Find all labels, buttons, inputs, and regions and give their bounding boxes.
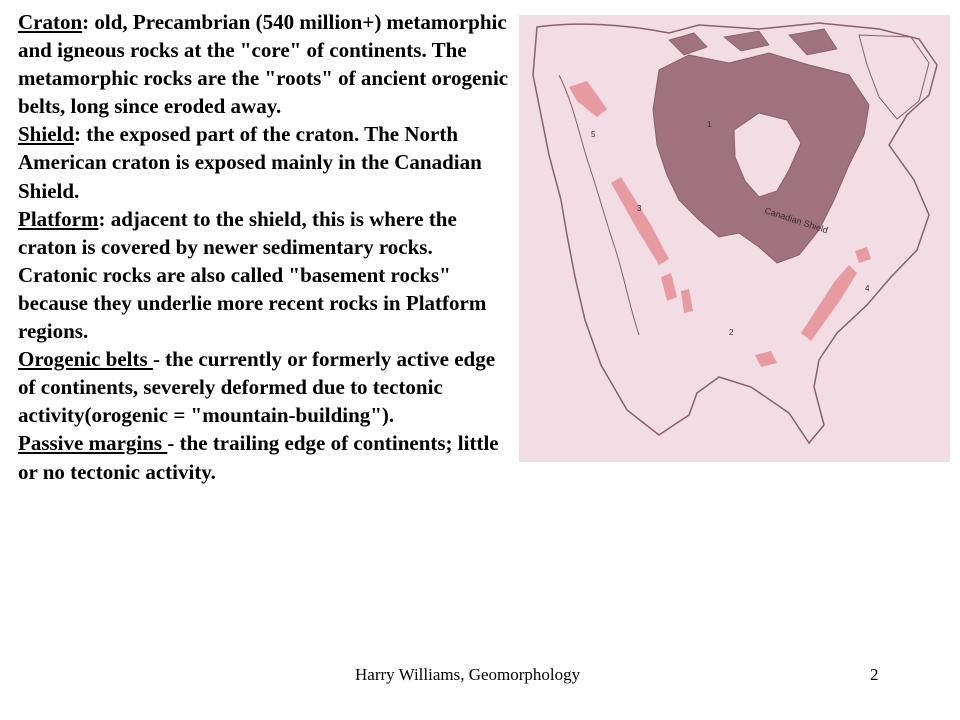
region-number-2: 2 [729,328,734,337]
definition-shield [18,120,510,204]
map-svg [519,15,950,462]
definition-passive-margins-text: - the trailing edge of continents; little or no tectonic activity. [18,431,499,484]
greenland-outline [859,35,929,119]
definitions-text [18,8,510,486]
arctic-island-c [789,29,837,55]
region-number-4: 4 [865,284,870,293]
term-platform: Platform [18,206,99,231]
region-number-3: 3 [637,204,642,213]
appalachian-belt [801,265,857,341]
arctic-island-a [669,33,707,55]
definition-platform [18,205,510,345]
ouachita-patch [755,351,777,367]
definition-craton-text: : old, Precambrian (540 million+) metamorphic and igneous rocks at the "core" of continents. The metamorphic rocks are the "roots" of ancient orogenic belts, long since eroded away. [18,10,509,119]
rocky-mountain-patch-a [661,273,677,301]
definition-craton [18,8,510,120]
region-number-5: 5 [591,130,596,139]
term-orogenic-belts: Orogenic belts [18,347,153,372]
page-number: 2 [870,665,879,684]
definition-passive-margins [18,429,510,485]
maritime-patch [855,247,871,263]
arctic-island-b [724,31,769,51]
region-number-1: 1 [707,120,712,129]
rocky-mountain-patch-b [681,289,693,313]
definition-orogenic-belts [18,345,510,429]
cordillera-belt-central [611,177,669,265]
cordillera-belt-north [569,81,607,117]
definition-shield-text: : the exposed part of the craton. The North American craton is exposed mainly in the Canadian Shield. [18,122,482,203]
term-craton: Craton [18,10,83,34]
term-passive-margins: Passive margins [18,431,168,456]
footer-credit: Harry Williams, Geomorphology [355,665,581,684]
north-america-map [519,15,950,462]
definition-orogenic-belts-text: - the currently or formerly active edge of continents, severely deformed due to tectonic activity(orogenic = "mountain-building"). [18,347,496,428]
definition-platform-text: : adjacent to the shield, this is where the craton is covered by newer sedimentary rocks. Cratonic rocks are also called "basement rocks" because they underlie more recent rocks in Platform regions. [18,206,487,344]
canadian-shield-label: Canadian Shield [763,205,830,236]
term-shield: Shield [18,122,75,147]
